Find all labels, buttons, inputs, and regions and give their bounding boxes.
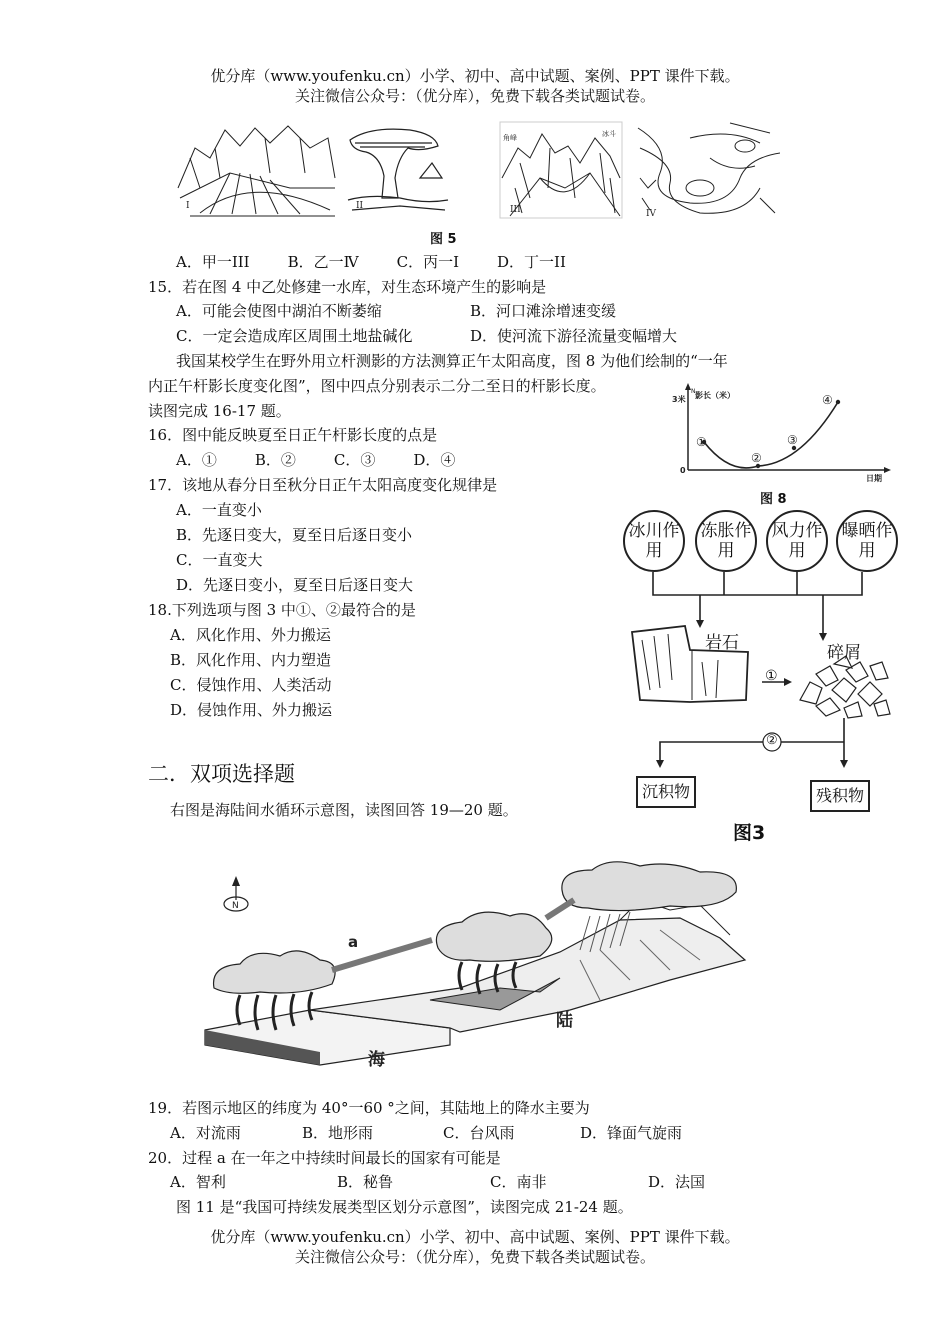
q15-stem: 15．若在图 4 中乙处修建一水库，对生态环境产生的影响是 <box>148 278 547 296</box>
fig3-sediment-box: 沉积物 <box>636 776 696 808</box>
q18-option-b: B．风化作用、内力塑造 <box>170 651 332 669</box>
fig3-process-frost: 冻胀作用 <box>695 510 757 572</box>
page-header-line-2: 关注微信公众号：（优分库），免费下载各类试题试卷。 <box>294 87 655 105</box>
water-label-land: 陆 <box>556 1011 573 1031</box>
q16-stem: 16．图中能反映夏至日正午杆影长度的点是 <box>148 426 438 444</box>
q19-option-c: C．台风雨 <box>443 1124 515 1142</box>
q19-stem: 19．若图示地区的纬度为 40°一60 °之间，其陆地上的降水主要为 <box>148 1099 590 1117</box>
section-2-title: 二．双项选择题 <box>148 762 295 786</box>
figure-5-panel-1 <box>178 126 335 216</box>
q17-option-a: A．一直变小 <box>176 501 262 519</box>
q15-option-a: A．可能会使图中湖泊不断萎缩 <box>176 302 382 320</box>
intro-16-line-1: 我国某校学生在野外用立杆测影的方法测算正午太阳高度，图 8 为他们绘制的“一年 <box>176 352 728 370</box>
page-footer-line-1: 优分库（www.youfenku.cn）小学、初中、高中试题、案例、PPT 课件下载。 <box>210 1228 740 1246</box>
fig3-process-sun: 曝晒作用 <box>836 510 898 572</box>
figure-8-label-1: ① <box>696 435 707 449</box>
figure-5-label-4: IV <box>646 209 657 219</box>
q15-option-b: B．河口滩涂增速变缓 <box>470 302 617 320</box>
q17-option-d: D．先逐日变小，夏至日后逐日变大 <box>176 576 414 594</box>
fig3-debris-label: 碎屑 <box>827 643 861 663</box>
figure-8-chart <box>670 380 900 500</box>
q20-option-d: D．法国 <box>648 1173 706 1191</box>
figure-8-axis-n: N <box>691 388 696 395</box>
fig3-process-wind: 风力作用 <box>766 510 828 572</box>
figure-8-label-2: ② <box>751 451 762 465</box>
q14-option-a: A．甲一III <box>176 253 250 271</box>
q16-options <box>176 449 493 471</box>
q16-option-c: C．③ <box>333 451 376 469</box>
q19-option-a: A．对流雨 <box>170 1124 241 1142</box>
intro-16-line-3: 读图完成 16-17 题。 <box>148 402 291 420</box>
figure-8-ylabel: 影长（米） <box>695 391 735 400</box>
fig3-step-2: ② <box>766 733 778 748</box>
figure-5-panel-2 <box>348 129 448 210</box>
fig3-debris-shape <box>800 656 890 718</box>
figure-3-caption: 图3 <box>733 822 766 844</box>
figure-8-label-3: ③ <box>787 433 798 447</box>
figure-8-point-4 <box>836 400 840 404</box>
water-label-a: a <box>348 933 359 951</box>
q14-options <box>176 251 604 273</box>
figure-5-sketches <box>170 118 780 228</box>
q15-option-c: C．一定会造成库区周围土地盐碱化 <box>176 327 413 345</box>
figure-8-caption: 图 8 <box>760 492 787 507</box>
fig3-step-1: ① <box>765 668 778 684</box>
figure-8-xlabel: 日期 <box>866 474 882 483</box>
page-header-line-1: 优分库（www.youfenku.cn）小学、初中、高中试题、案例、PPT 课件下载。 <box>210 67 740 85</box>
intro-21: 图 11 是“我国可持续发展类型区划分示意图”，读图完成 21-24 题。 <box>176 1198 633 1216</box>
q20-option-a: A．智利 <box>170 1173 226 1191</box>
q18-stem: 18.下列选项与图 3 中①、②最符合的是 <box>148 601 416 619</box>
page-footer-line-2: 关注微信公众号：（优分库），免费下载各类试题试卷。 <box>294 1248 655 1266</box>
q17-stem: 17．该地从春分日至秋分日正午太阳高度变化规律是 <box>148 476 498 494</box>
q16-option-d: D．④ <box>413 451 456 469</box>
q20-stem: 20．过程 a 在一年之中持续时间最长的国家有可能是 <box>148 1149 501 1167</box>
water-label-sea: 海 <box>368 1050 385 1070</box>
q20-option-c: C．南非 <box>490 1173 547 1191</box>
q18-option-c: C．侵蚀作用、人类活动 <box>170 676 332 694</box>
compass-n-label: N <box>232 901 239 911</box>
fig3-residue-box: 残积物 <box>810 780 870 812</box>
figure-8-label-4: ④ <box>822 393 833 407</box>
q19-option-b: B．地形雨 <box>302 1124 374 1142</box>
q16-option-a: A．① <box>176 451 217 469</box>
q14-option-b: B．乙一Ⅳ <box>287 253 359 271</box>
figure-5-label-2: II <box>356 201 364 211</box>
q16-option-b: B．② <box>254 451 296 469</box>
q14-option-c: C．丙一I <box>396 253 460 271</box>
figure-5-panel-4 <box>638 123 780 213</box>
q18-option-a: A．风化作用、外力搬运 <box>170 626 331 644</box>
section-2-intro: 右图是海陆间水循环示意图，读图回答 19—20 题。 <box>170 801 518 819</box>
figure-8-curve <box>704 402 838 468</box>
figure-5-label-3: III <box>510 205 521 215</box>
figure-5-label-1: I <box>186 201 190 211</box>
figure-8-y-tick-zero: 0 <box>680 466 686 475</box>
q15-option-d: D．使河流下游径流量变幅增大 <box>470 327 678 345</box>
q14-option-d: D．丁一II <box>497 253 566 271</box>
fig3-process-glacier: 冰川作用 <box>623 510 685 572</box>
q17-option-c: C．一直变大 <box>176 551 263 569</box>
q17-option-b: B．先逐日变大，夏至日后逐日变小 <box>176 526 413 544</box>
figure-5-tag-cirque: 冰斗 <box>602 130 616 138</box>
figure-8-y-tick-top: 3米 <box>672 395 686 404</box>
water-cycle-figure <box>200 860 760 1080</box>
q19-option-d: D．锋面气旋雨 <box>580 1124 683 1142</box>
fig3-rock-label: 岩石 <box>705 633 739 653</box>
figure-5-tag-horn: 角峰 <box>503 134 517 142</box>
figure-5-caption: 图 5 <box>430 232 457 247</box>
intro-16-line-2: 内正午杆影长度变化图”，图中四点分别表示二分二至日的杆影长度。 <box>148 377 606 395</box>
q18-option-d: D．侵蚀作用、外力搬运 <box>170 701 333 719</box>
q20-option-b: B．秘鲁 <box>337 1173 394 1191</box>
